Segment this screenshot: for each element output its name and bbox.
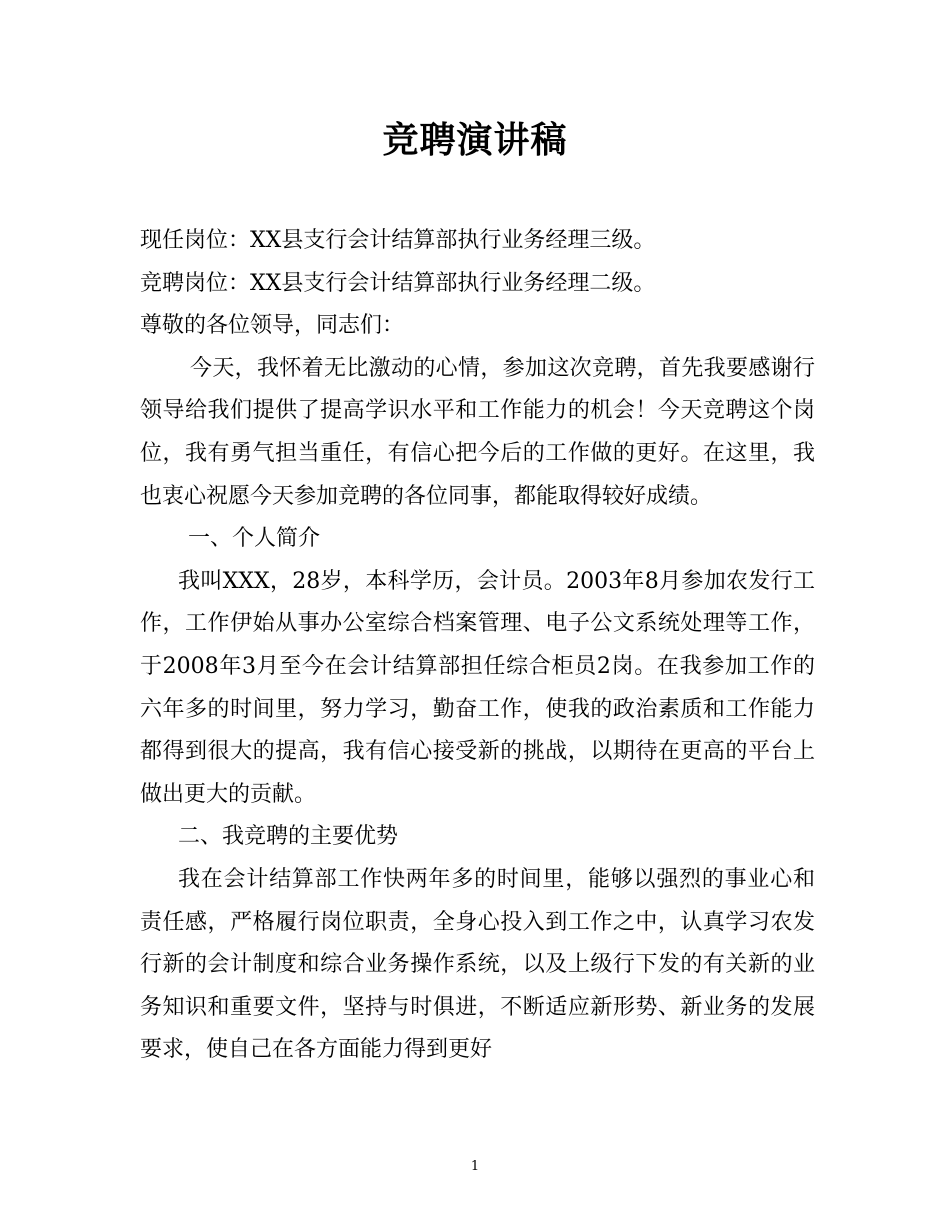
section-heading-personal-profile: 一、个人简介 bbox=[188, 526, 321, 552]
document-body bbox=[140, 220, 815, 1072]
current-position-line: 现任岗位：XX县支行会计结算部执行业务经理三级。 bbox=[140, 228, 656, 253]
intro-paragraph: 今天，我怀着无比激动的心情，参加这次竞聘，首先我要感谢行领导给我们提供了提高学识水平和工作能力的机会！今天竞聘这个岗位，我有勇气担当重任，有信心把今后的工作做的更好。在这里，我也衷心祝愿今天参加竞聘的各位同事，都能取得较好成绩。 bbox=[140, 355, 815, 509]
section-heading-main-advantages: 二、我竞聘的主要优势 bbox=[178, 824, 399, 850]
applied-position-line: 竞聘岗位：XX县支行会计结算部执行业务经理二级。 bbox=[140, 270, 656, 296]
page-number: 1 bbox=[470, 1159, 480, 1174]
salutation-line: 尊敬的各位领导，同志们： bbox=[140, 313, 405, 339]
personal-profile-paragraph: 我叫XXX，28岁，本科学历，会计员。2003年8月参加农发行工作，工作伊始从事办公室综合档案管理、电子公文系统处理等工作，于2008年3月至今在会计结算部担任综合柜员2岗。在我参加工作的六年多的时间里，努力学习，勤奋工作，使我的政治素质和工作能力都得到很大的提高，我有信心接受新的挑战，以期待在更高的平台上做出更大的贡献。 bbox=[140, 568, 815, 807]
main-advantages-paragraph: 我在会计结算部工作快两年多的时间里，能够以强烈的事业心和责任感，严格履行岗位职责，全身心投入到工作之中，认真学习农发行新的会计制度和综合业务操作系统，以及上级行下发的有关新的业务知识和重要文件，坚持与时俱进，不断适应新形势、新业务的发展要求，使自己在各方面能力得到更好 bbox=[140, 866, 815, 1063]
document-title: 竞聘演讲稿 bbox=[382, 119, 568, 161]
